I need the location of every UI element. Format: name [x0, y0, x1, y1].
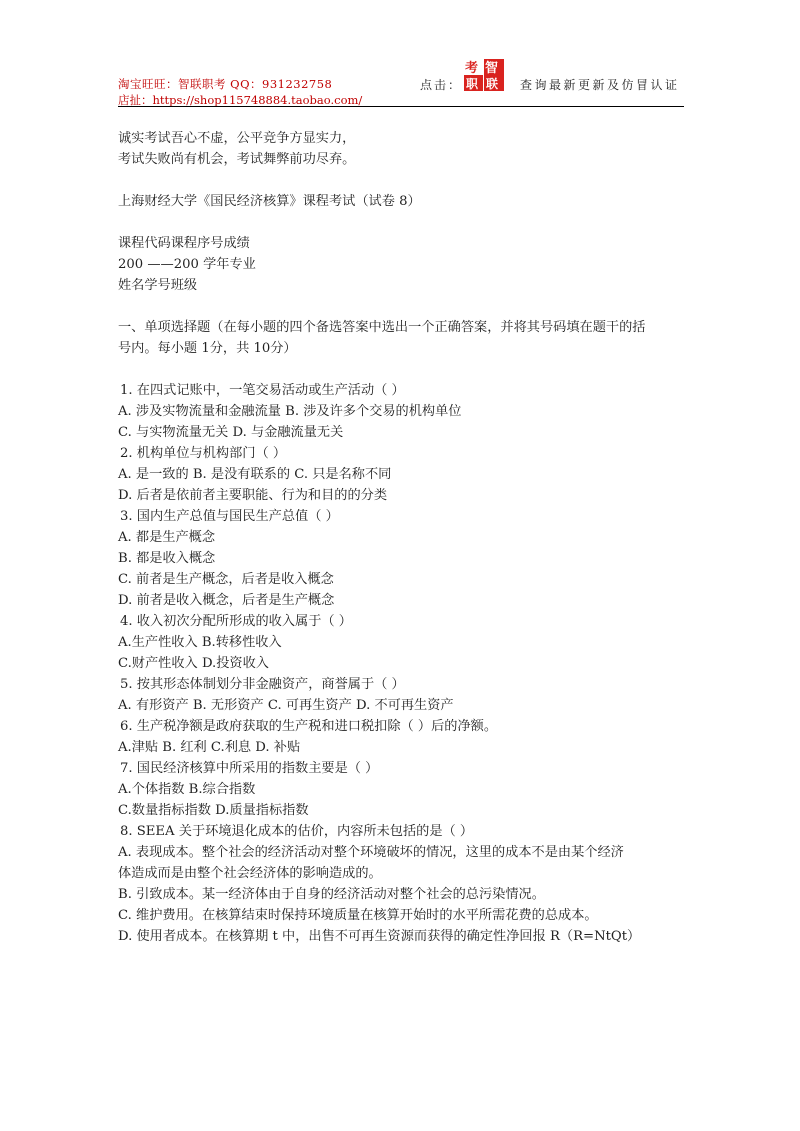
- header-verify-text: 查询最新更新及仿冒认证: [520, 78, 680, 92]
- header-contact: 淘宝旺旺：智联职考 QQ：931232758: [118, 77, 333, 91]
- question-option: A. 是一致的 B. 是没有联系的 C. 只是名称不同: [118, 467, 392, 482]
- question-option: A.生产性收入 B.转移性收入: [118, 635, 282, 650]
- exam-title: 上海财经大学《国民经济核算》课程考试（试卷 8）: [118, 194, 421, 209]
- svg-text:联: 联: [486, 77, 499, 91]
- question-option: A. 涉及实物流量和金融流量 B. 涉及许多个交易的机构单位: [118, 404, 462, 419]
- header-shop-link[interactable]: 店扯：https://shop115748884.taobao.com/: [118, 93, 363, 107]
- question-option: D. 使用者成本。在核算期 t 中，出售不可再生资源而获得的确定性净回报 R（R=NtQt）: [118, 929, 641, 944]
- section-heading: 号内。每小题 1分，共 10分）: [118, 341, 297, 356]
- question-option: C.财产性收入 D.投资收入: [118, 656, 269, 671]
- question-stem: 4. 收入初次分配所形成的收入属于（ ）: [120, 614, 352, 629]
- question-stem: 5. 按其形态体制划分非金融资产，商誉属于（ ）: [120, 677, 405, 692]
- question-option: 体造成而是由整个社会经济体的影响造成的。: [118, 866, 382, 881]
- question-2: [118, 443, 688, 506]
- info-line: 姓名学号班级: [118, 278, 198, 293]
- motto-line: 考试失败尚有机会，考试舞弊前功尽弃。: [118, 152, 356, 167]
- question-stem: 2. 机构单位与机构部门（ ）: [120, 446, 287, 461]
- question-option: B. 都是收入概念: [118, 551, 216, 566]
- question-stem: 6. 生产税净额是政府获取的生产税和进口税扣除（ ）后的净额。: [120, 719, 498, 734]
- page-header: [118, 58, 684, 106]
- question-stem: 1. 在四式记账中，一笔交易活动或生产活动（ ）: [120, 383, 405, 398]
- motto-line: 诚实考试吾心不虚，公平竞争方显实力，: [118, 131, 356, 146]
- question-option: A.个体指数 B.综合指数: [118, 782, 256, 797]
- section-heading: 一、单项选择题（在每小题的四个备选答案中选出一个正确答案，并将其号码填在题干的括: [118, 320, 646, 335]
- question-stem: 8. SEEA 关于环境退化成本的估价，内容所未包括的是（ ）: [120, 824, 474, 839]
- question-option: A. 都是生产概念: [118, 530, 216, 545]
- question-5: [118, 674, 688, 716]
- question-option: A.津贴 B. 红利 C.利息 D. 补贴: [118, 740, 301, 755]
- question-6: [118, 716, 688, 758]
- header-divider: [118, 106, 684, 107]
- question-option: C. 维护费用。在核算结束时保持环境质量在核算开始时的水平所需花费的总成本。: [118, 908, 598, 923]
- question-4: [118, 611, 688, 674]
- question-option: C. 前者是生产概念，后者是收入概念: [118, 572, 334, 587]
- question-option: A. 表现成本。整个社会的经济活动对整个环境破坏的情况，这里的成本不是由某个经济: [118, 845, 624, 860]
- question-option: A. 有形资产 B. 无形资产 C. 可再生资产 D. 不可再生资产: [118, 698, 454, 713]
- svg-text:职: 职: [466, 77, 479, 91]
- question-option: C.数量指标指数 D.质量指标指数: [118, 803, 309, 818]
- question-3: [118, 506, 688, 611]
- logo-image-icon: [463, 58, 505, 92]
- question-7: [118, 758, 688, 821]
- header-click-label: 点击：: [420, 78, 463, 92]
- question-8: [118, 821, 688, 947]
- zhilian-logo[interactable]: [463, 58, 505, 92]
- document-body: [118, 128, 688, 947]
- question-option: D. 后者是依前者主要职能、行为和目的的分类: [118, 488, 388, 503]
- question-option: D. 前者是收入概念，后者是生产概念: [118, 593, 335, 608]
- svg-text:考: 考: [465, 61, 479, 76]
- question-option: C. 与实物流量无关 D. 与金融流量无关: [118, 425, 344, 440]
- info-line: 200 ——200 学年专业: [118, 257, 256, 272]
- question-1: [118, 380, 688, 443]
- question-option: B. 引致成本。某一经济体由于自身的经济活动对整个社会的总污染情况。: [118, 887, 545, 902]
- question-stem: 3. 国内生产总值与国民生产总值（ ）: [120, 509, 339, 524]
- question-stem: 7. 国民经济核算中所采用的指数主要是（ ）: [120, 761, 379, 776]
- svg-text:智: 智: [485, 61, 499, 76]
- info-line: 课程代码课程序号成绩: [118, 236, 250, 251]
